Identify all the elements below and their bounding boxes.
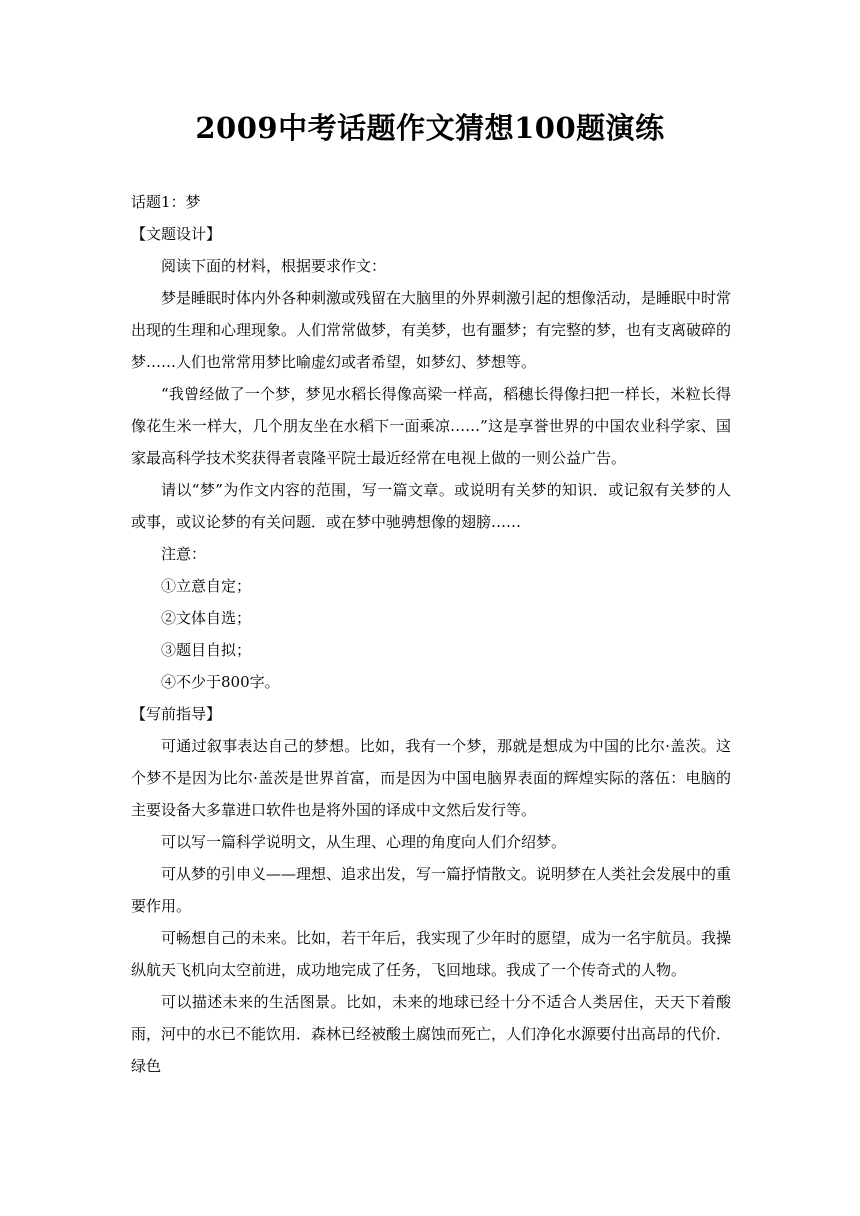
guide-paragraph: 可通过叙事表达自己的梦想。比如，我有一个梦，那就是想成为中国的比尔·盖茨。这个梦不是因为比尔·盖茨是世界首富，而是因为中国电脑界表面的辉煌实际的落伍：电脑的主要设备大多靠进口软件也是将外国的译成中文然后发行等。	[131, 737, 731, 819]
design-intro: 阅读下面的材料，根据要求作文：	[161, 257, 387, 275]
design-paragraph: “我曾经做了一个梦，梦见水稻长得像高梁一样高，稻穗长得像扫把一样长，米粒长得像花生米一样大，几个朋友坐在水稻下一面乘凉……”这是享誉世界的中国农业科学家、国家最高科学技术奖获得者袁隆平院士最近经常在电视上做的一则公益广告。	[131, 385, 731, 467]
notice-item: ④不少于800字。	[161, 673, 280, 691]
notice-item: ③题目自拟；	[161, 641, 252, 659]
design-paragraph: 请以“梦”为作文内容的范围，写一篇文章。或说明有关梦的知识．或记叙有关梦的人或事，或议论梦的有关问题．或在梦中驰骋想像的翅膀……	[131, 481, 731, 531]
design-paragraph: 梦是睡眠时体内外各种刺激或残留在大脑里的外界刺激引起的想像活动，是睡眠中时常出现的生理和心理现象。人们常常做梦，有美梦，也有噩梦；有完整的梦，也有支离破碎的梦……人们也常常用梦比喻虚幻或者希望，如梦幻、梦想等。	[131, 289, 732, 371]
guide-paragraph: 可畅想自己的未来。比如，若干年后，我实现了少年时的愿望，成为一名宇航员。我操纵航天飞机向太空前进，成功地完成了任务，飞回地球。我成了一个传奇式的人物。	[131, 929, 732, 979]
notice-item: ①立意自定；	[161, 577, 252, 595]
notice-label: 注意：	[161, 545, 207, 563]
section-heading-design: 【文题设计】	[131, 225, 222, 243]
guide-paragraph: 可以描述未来的生活图景。比如，未来的地球已经十分不适合人类居住，天天下着酸雨，河中的水已不能饮用．森林已经被酸土腐蚀而死亡，人们净化水源要付出高昂的代价．绿色	[131, 993, 732, 1075]
document-body	[131, 186, 731, 1082]
guide-paragraph: 可从梦的引申义——理想、追求出发，写一篇抒情散文。说明梦在人类社会发展中的重要作用。	[131, 865, 732, 915]
notice-item: ②文体自选；	[161, 609, 252, 627]
guide-paragraph: 可以写一篇科学说明文，从生理、心理的角度向人们介绍梦。	[161, 833, 567, 851]
section-heading-guide: 【写前指导】	[131, 705, 222, 723]
topic-label: 话题1：梦	[131, 193, 201, 211]
document-title: 2009中考话题作文猜想100题演练	[195, 111, 665, 145]
